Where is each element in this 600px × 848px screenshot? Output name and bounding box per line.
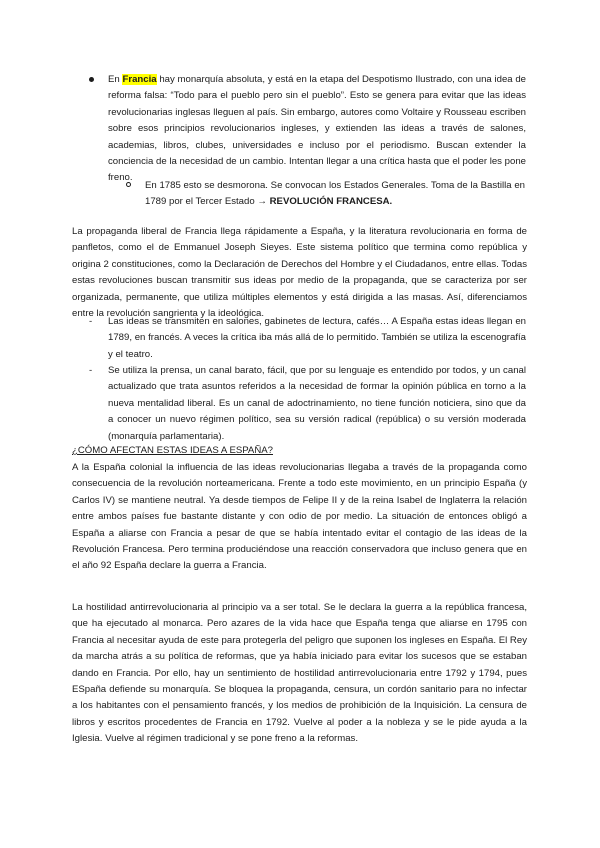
bullet-item-francia <box>108 72 526 187</box>
bullet-text <box>108 72 526 187</box>
bullet-lead: En <box>108 74 123 85</box>
dash-marker: - <box>89 365 93 376</box>
subbullet-text <box>145 178 525 211</box>
paragraph-propaganda: La propaganda liberal de Francia llega rápidamente a España, y la literatura revolucionaria en forma de panfletos, como el de Emmanuel Joseph Sieyes. Este sistema político que termina como república y origina 2 constituciones, como la Declaración de Derechos del Hombre y el Ciudadanos, entre ellas. Todas estas revoluciones buscan transmitir sus ideas por medio de la propaganda, que se caracteriza por ser organizada, permanente, que utiliza múltiples elementos y está dirigida a las masas. Así, diferenciamos entre la revolución sangrienta y la ideológica. <box>72 226 527 320</box>
bullet-body: hay monarquía absoluta, y está en la etapa del Despotismo Ilustrado, con una idea de reforma falsa: “Todo para el pueblo pero sin el pueblo”. Esto se genera para evitar que las ideas revolucionarias inglesas lleguen al país. Sin embargo, autores como Voltaire y Rousseau escriben sobre esos principios revolucionarios ingleses, y extienden las ideas a través de salones, academias, libros, clubes, universidades e incluso por el periodismo. Buscan extender la conciencia de la necesidad de un cambio. Intentan llegar a una crítica hasta que el poder les pone freno. <box>108 74 527 184</box>
subbullet-item <box>145 178 525 211</box>
subbullet-body: En 1785 esto se desmorona. Se convocan los Estados Generales. Toma de la Bastilla en 1789 por el Tercer Estado → <box>145 180 525 208</box>
section-heading: ¿CÓMO AFECTAN ESTAS IDEAS A ESPAÑA? <box>72 445 273 456</box>
highlighted-word: Francia <box>122 74 157 85</box>
paragraph-hostilidad: La hostilidad antirrevolucionaria al principio va a ser total. Se le declara la guerra a la república francesa, que ha ejecutado al monarca. Pero azares de la vida hace que España tenga que aliarse en 1795 con Francia al necesitar ayuda de este para protegerla del peligro que suponen los ingleses en España. El Rey da marcha atrás a su política de reformas, que ya había iniciado para evitar los sucesos que se estaban dando en Francia. Por ello, hay un sentimiento de hostilidad antirrevolucionaria entre 1792 y 1794, pues ESpaña defiende su monarquía. Se bloquea la propaganda, censura, un cordón sanitario para no infectar a los habitantes con el pensamiento francés, y los medios de prohibición de la Inquisición. La censura de libros y escritos procedentes de Francia en 1792. Vuelve al poder a la nobleza y se le pide ayuda a la Iglesia. Vuelve al régimen tradicional y se pone freno a la reformas. <box>72 602 527 745</box>
subbullet-strong: REVOLUCIÓN FRANCESA. <box>269 196 393 208</box>
circle-bullet-icon <box>126 182 131 187</box>
dash-item-salones <box>89 314 526 363</box>
dash-item-text: Se utiliza la prensa, un canal barato, fácil, que por su lenguaje es entendido por todos, y un canal actualizado que trata asuntos referidos a la necesidad de formar la opinión pública en torno a la nueva mentalidad liberal. Es un canal de adoctrinamiento, no tiene función noticiera, sino que da a conocer un nuevo régimen político, sea su versión radical (república) o su versión moderada (monarquía parlamentaria). <box>108 365 526 442</box>
dash-item-prensa <box>89 363 526 445</box>
dash-item-text: Las ideas se transmiten en salones, gabinetes de lectura, cafés… A España estas ideas llegan en 1789, en francés. A veces la crítica iba más allá de lo permitido. También se utiliza la escenografía y el teatro. <box>108 316 526 360</box>
dash-marker: - <box>89 316 93 327</box>
bullet-dot-icon <box>89 77 94 82</box>
paragraph-espana-colonial: A la España colonial la influencia de las ideas revolucionarias llegaba a través de la propaganda como consecuencia de la revolución norteamericana. Frente a todo este movimiento, en un principio España (y Carlos IV) se mantiene neutral. Ya desde tiempos de Felipe II y de la reina Isabel de Inglaterra la relación entre ambos países fue bastante distante y con odio de por medio. La situación de entonces obligó a España a aliarse con Francia a pesar de que se había intentado evitar el contagio de las ideas de la Revolución Francesa. Pero termina produciéndose una reacción conservadora que incluso genera que en el año 92 España declare la guerra a Francia. <box>72 462 527 572</box>
